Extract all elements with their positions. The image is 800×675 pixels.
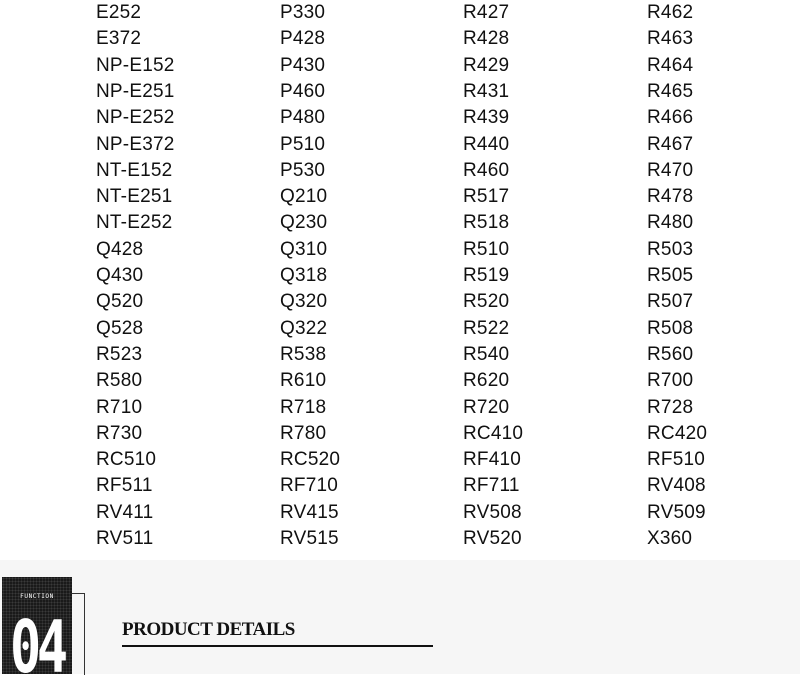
model-number: NP-E252 <box>96 107 175 129</box>
model-number: Q428 <box>96 238 144 260</box>
model-number: NP-E251 <box>96 80 175 102</box>
model-number: R780 <box>280 422 327 444</box>
model-number: P428 <box>280 28 326 50</box>
model-number: P480 <box>280 107 326 129</box>
model-number: Q430 <box>96 265 144 286</box>
model-number: R610 <box>280 370 327 392</box>
model-number: NP-E372 <box>96 133 175 155</box>
model-number: P460 <box>280 80 326 102</box>
model-number: R510 <box>463 238 510 260</box>
model-number: RF710 <box>280 475 339 497</box>
model-number: RF410 <box>463 449 522 471</box>
model-number: RF511 <box>96 475 153 497</box>
model-number: Q520 <box>96 291 144 313</box>
model-number: R467 <box>647 133 694 155</box>
model-number: R470 <box>647 159 694 181</box>
model-number: R560 <box>647 343 694 365</box>
model-number: R480 <box>647 212 694 234</box>
model-number: R505 <box>647 265 694 286</box>
model-number: R440 <box>463 133 510 155</box>
model-number: RC510 <box>96 449 157 471</box>
model-number: R463 <box>647 28 694 50</box>
model-number: Q320 <box>280 291 328 313</box>
model-number: P530 <box>280 159 326 181</box>
model-number: RV508 <box>463 501 522 523</box>
model-number: R428 <box>463 28 510 50</box>
model-number: P430 <box>280 54 326 76</box>
model-number: R700 <box>647 370 694 392</box>
model-number: E252 <box>96 2 142 23</box>
model-number: R580 <box>96 370 143 392</box>
model-number: Q528 <box>96 317 144 339</box>
model-number: R523 <box>96 343 143 365</box>
model-number: R728 <box>647 396 694 418</box>
model-number: Q310 <box>280 238 328 260</box>
model-number: RF510 <box>647 449 706 471</box>
model-number: RV520 <box>463 528 522 549</box>
model-number: RV509 <box>647 501 706 523</box>
title-underline <box>122 645 433 647</box>
model-number: E372 <box>96 28 142 50</box>
model-number: R462 <box>647 2 694 23</box>
model-number: NT-E252 <box>96 212 173 234</box>
model-number: R427 <box>463 2 510 23</box>
model-number: R465 <box>647 80 694 102</box>
model-number: NT-E152 <box>96 159 173 181</box>
function-badge <box>2 577 72 674</box>
model-number: R508 <box>647 317 694 339</box>
model-number: RV411 <box>96 501 154 523</box>
model-number: R522 <box>463 317 510 339</box>
badge-outline <box>72 593 85 675</box>
model-number: RV408 <box>647 475 706 497</box>
model-number: R520 <box>463 291 510 313</box>
model-number: R519 <box>463 265 510 286</box>
model-number: R540 <box>463 343 510 365</box>
model-number: Q322 <box>280 317 328 339</box>
model-number: R730 <box>96 422 143 444</box>
model-number: P330 <box>280 2 326 23</box>
model-number: RF711 <box>463 475 520 497</box>
model-number: R466 <box>647 107 694 129</box>
model-number: RC520 <box>280 449 341 471</box>
badge-label: FUNCTION <box>20 593 54 600</box>
model-number: R460 <box>463 159 510 181</box>
model-number: R517 <box>463 186 510 208</box>
model-number: R478 <box>647 186 694 208</box>
model-number: X360 <box>647 528 693 549</box>
badge-number: 04 <box>10 605 64 674</box>
model-number: R439 <box>463 107 510 129</box>
model-number: R464 <box>647 54 694 76</box>
model-number: R720 <box>463 396 510 418</box>
model-number: RV415 <box>280 501 339 523</box>
model-number: R718 <box>280 396 327 418</box>
model-number: Q318 <box>280 265 328 286</box>
section-header-band <box>0 560 800 674</box>
model-number: RC410 <box>463 422 524 444</box>
model-number: R429 <box>463 54 510 76</box>
model-number: P510 <box>280 133 326 155</box>
section-title: PRODUCT DETAILS <box>122 619 295 640</box>
model-number: NP-E152 <box>96 54 175 76</box>
model-number: Q210 <box>280 186 328 208</box>
model-number: R503 <box>647 238 694 260</box>
model-number: RC420 <box>647 422 708 444</box>
model-number: R507 <box>647 291 694 313</box>
model-number: R710 <box>96 396 143 418</box>
model-number: R538 <box>280 343 327 365</box>
model-number: R620 <box>463 370 510 392</box>
model-number: NT-E251 <box>96 186 173 208</box>
model-number: RV511 <box>96 528 154 549</box>
model-number: Q230 <box>280 212 328 234</box>
model-number: RV515 <box>280 528 339 549</box>
model-number: R518 <box>463 212 510 234</box>
model-number: R431 <box>463 80 510 102</box>
